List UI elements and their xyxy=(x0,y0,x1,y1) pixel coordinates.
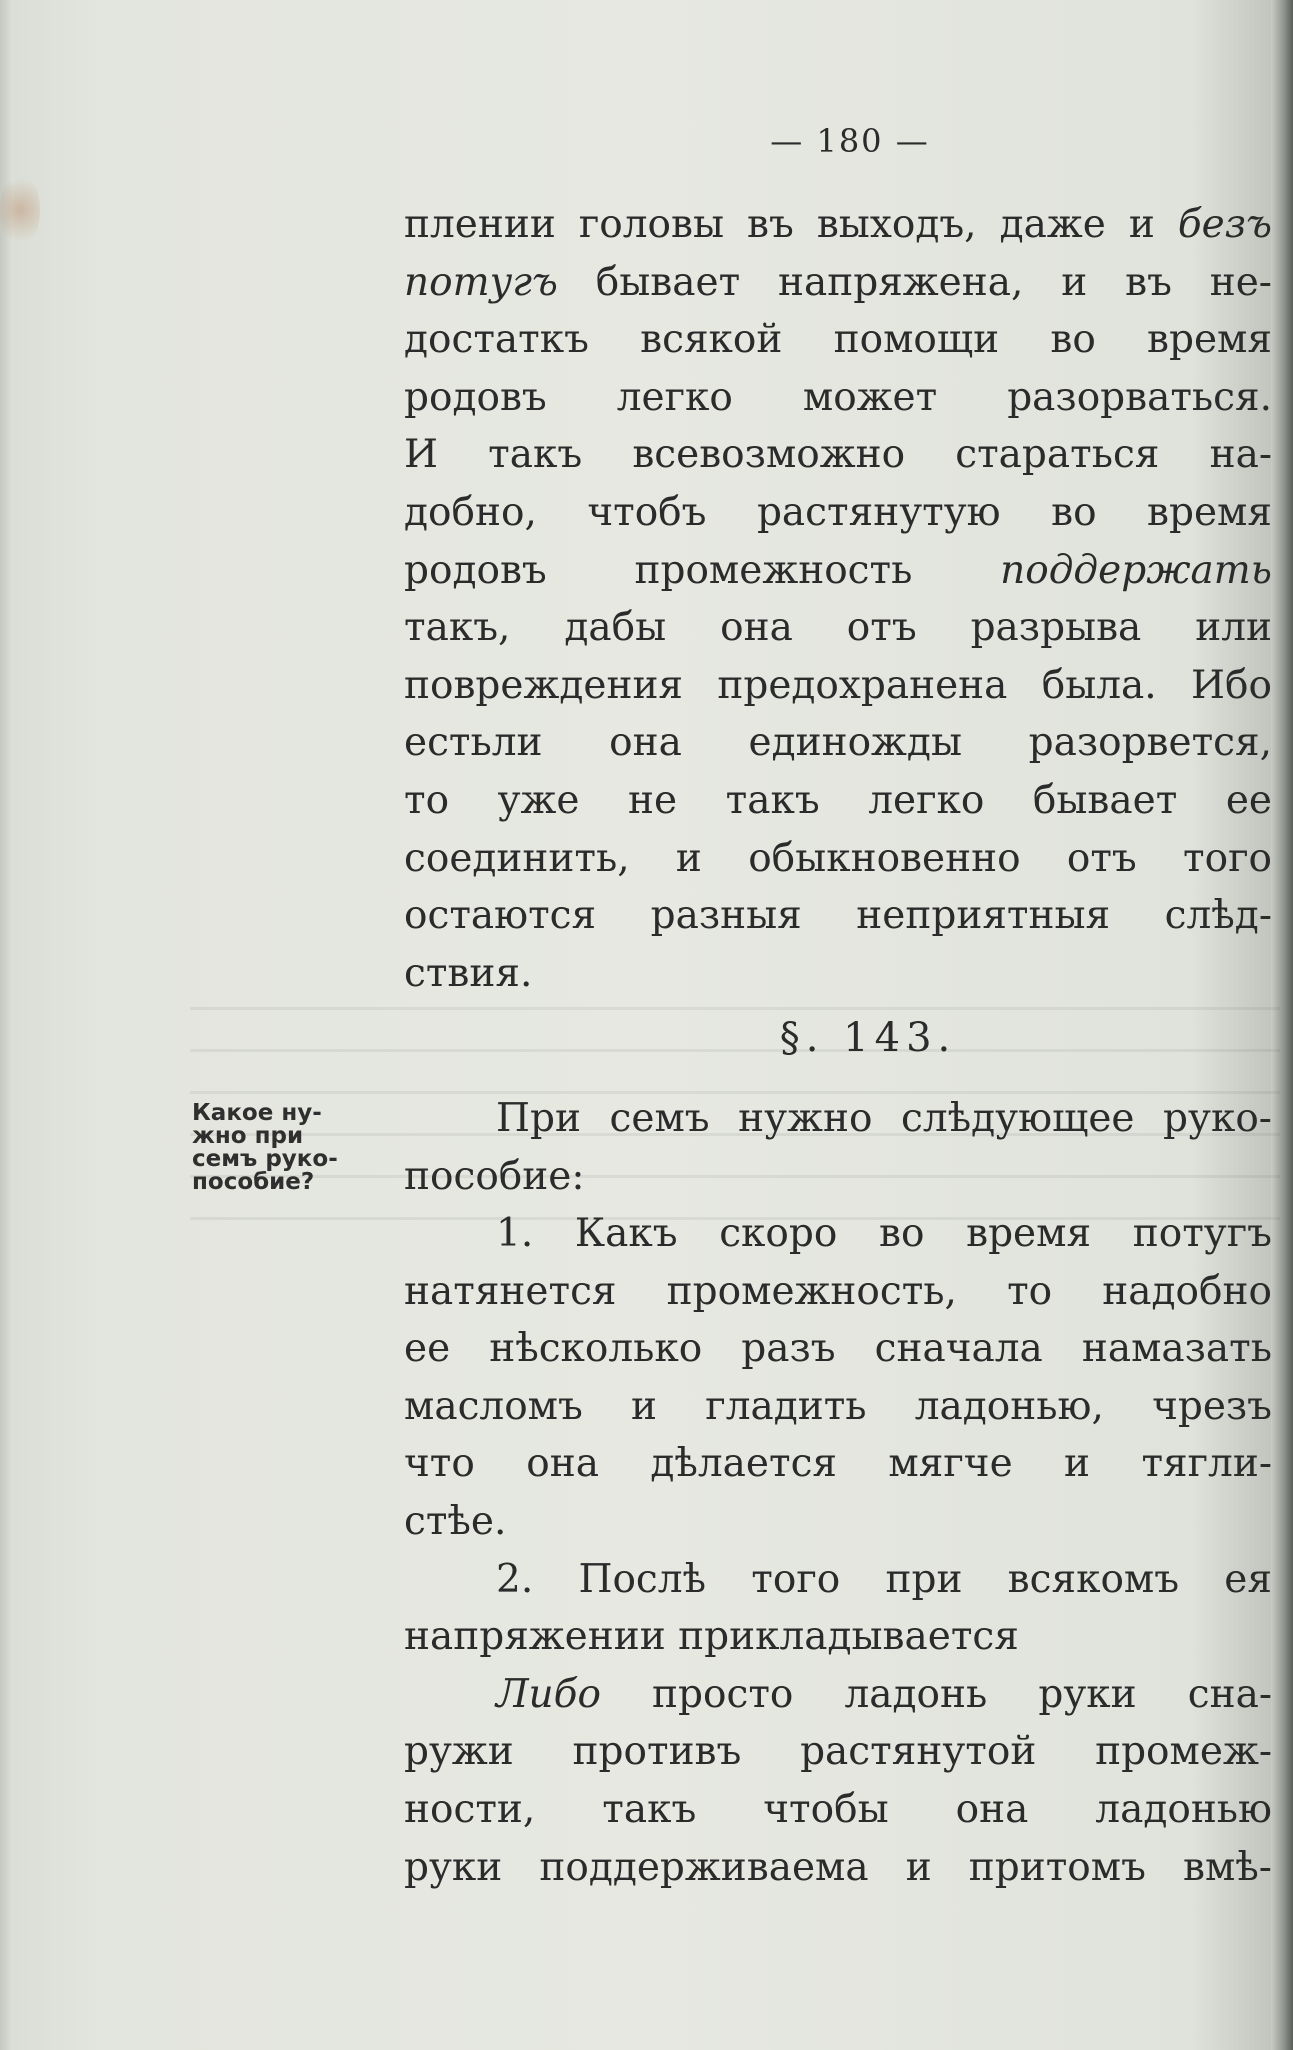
text-line: что она дѣлается мягче и тягли- xyxy=(404,1441,1272,1487)
italic-word: безъ xyxy=(1177,202,1272,247)
text-line: Либо просто ладонь руки сна- xyxy=(496,1671,1272,1717)
text-line: соединить, и обыкновенно отъ того xyxy=(404,835,1272,881)
text-line: добно, чтобъ растянутую во время xyxy=(404,489,1272,535)
margin-note-line: пособие? xyxy=(192,1169,315,1195)
text-line: масломъ и гладить ладонью, чрезъ xyxy=(404,1383,1272,1429)
section-heading: §. 143. xyxy=(779,1015,957,1062)
text-line: При семъ нужно слѣдующее руко- xyxy=(496,1095,1272,1141)
text-line: родовъ промежность поддержать xyxy=(404,547,1272,593)
text-line: такъ, дабы она отъ разрыва или xyxy=(404,605,1272,651)
margin-note-line: семъ руко- xyxy=(192,1146,338,1172)
text-line: 1. Какъ скоро во время потугъ xyxy=(496,1211,1272,1257)
italic-word: поддержать xyxy=(1000,547,1272,593)
page-stain xyxy=(0,170,40,250)
italic-word: потугъ xyxy=(404,259,558,305)
text-line: ее нѣсколько разъ сначала намазать xyxy=(404,1326,1272,1372)
margin-note-line: Какое ну- xyxy=(192,1100,322,1126)
text-line: родовъ легко может разорваться. xyxy=(404,374,1272,420)
text-line: И такъ всевозможно стараться на- xyxy=(404,432,1272,478)
text-line: ружи противъ растянутой промеж- xyxy=(404,1729,1272,1775)
text-line: стѣе. xyxy=(404,1499,507,1545)
margin-note xyxy=(192,1102,382,1194)
page-number: — 180 — xyxy=(770,122,930,160)
text-line: пособие: xyxy=(404,1153,585,1199)
text-line: естьли она единожды разорвется, xyxy=(404,720,1272,766)
text-line: достаткъ всякой помощи во время xyxy=(404,317,1272,363)
text-line: натянется промежность, то надобно xyxy=(404,1268,1272,1314)
text-line: потугъ бывает напряжена, и въ не- xyxy=(404,259,1272,305)
text-line: то уже не такъ легко бывает ее xyxy=(404,777,1272,823)
text-line: повреждения предохранена была. Ибо xyxy=(404,662,1272,708)
text-line: ности, такъ чтобы она ладонью xyxy=(404,1787,1272,1833)
text-line: 2. Послѣ того при всякомъ ея xyxy=(496,1556,1272,1602)
main-text xyxy=(404,196,1272,1896)
text-line: остаются разныя неприятныя слѣд- xyxy=(404,893,1272,939)
text-line: плении головы въ выходъ, даже и безъ xyxy=(404,202,1272,247)
text-line: напряжении прикладывается xyxy=(404,1614,1019,1660)
italic-word: Либо xyxy=(496,1671,601,1717)
margin-note-line: жно при xyxy=(192,1123,304,1149)
text-line: ствия. xyxy=(404,950,533,996)
text-line: руки поддерживаема и притомъ вмѣ- xyxy=(404,1844,1272,1890)
page-gutter xyxy=(0,0,14,2050)
